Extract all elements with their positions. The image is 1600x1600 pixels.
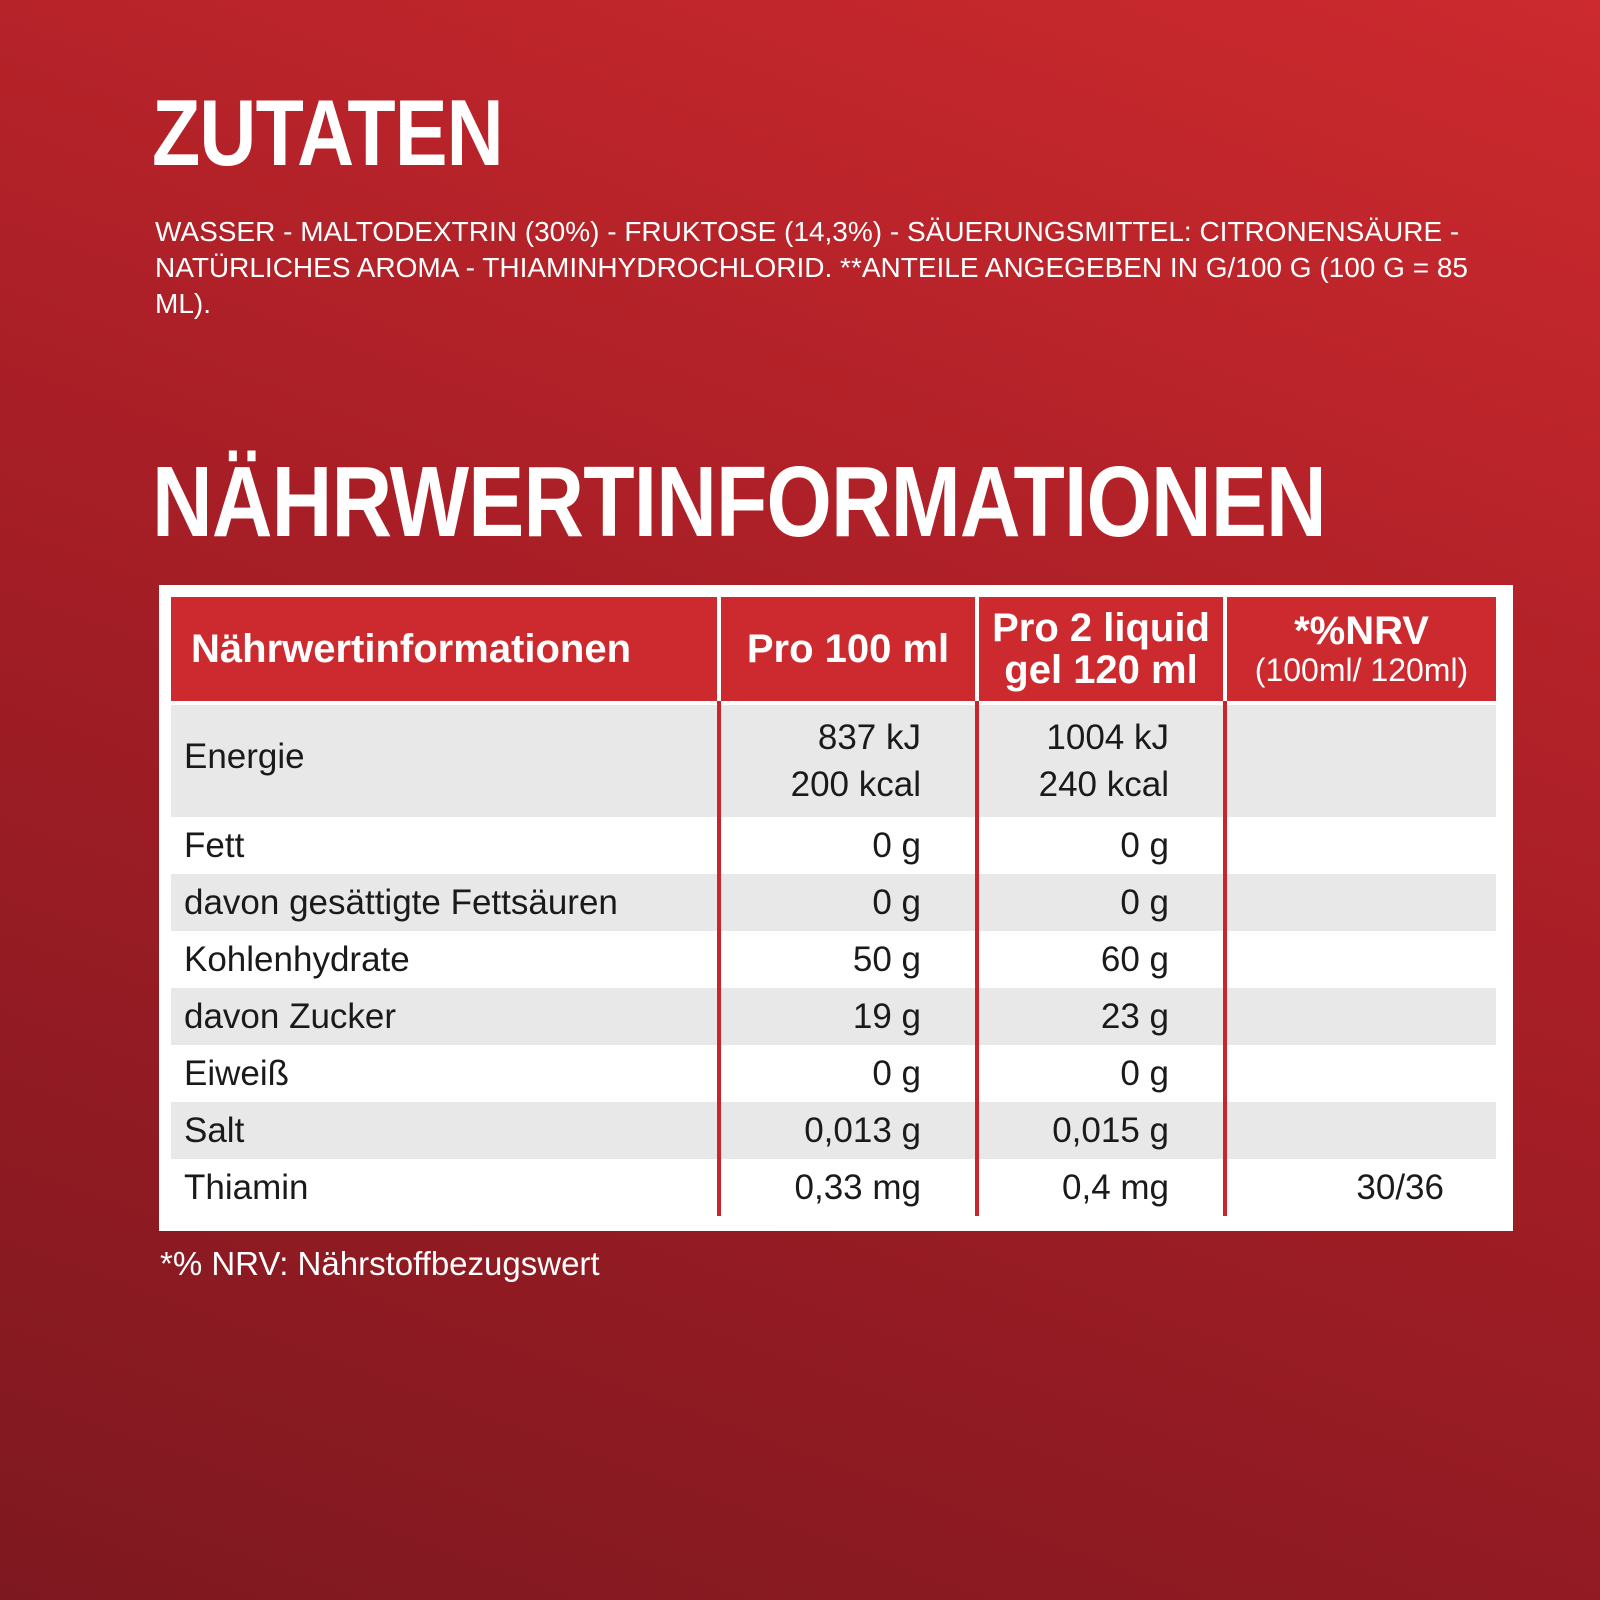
table-row <box>171 874 1496 931</box>
header-per-100ml: Pro 100 ml <box>719 597 977 701</box>
header-nrv <box>1225 597 1496 701</box>
nutrition-table <box>171 597 1496 1216</box>
row-label: davon Zucker <box>171 988 719 1045</box>
table-header-row <box>171 597 1496 701</box>
ingredients-text: WASSER - MALTODEXTRIN (30%) - FRUKTOSE (14,3%) - SÄUERUNGSMITTEL: CITRONENSÄURE - NATÜRLICHES AROMA - THIAMINHYDROCHLORID. **ANTEILE ANGEGEBEN IN G/100 G (100 G = 85 ML). <box>155 216 1468 319</box>
row-label: Energie <box>171 705 719 817</box>
nutrition-title: NÄHRWERTINFORMATIONEN <box>152 446 1326 558</box>
row-label: Eiweiß <box>171 1045 719 1102</box>
table-row <box>171 705 1496 817</box>
row-label: Thiamin <box>171 1159 719 1216</box>
header-label: Nährwertinformationen <box>171 597 719 701</box>
row-per100: 0,013 g <box>719 1102 977 1159</box>
row-nrv <box>1225 1045 1496 1102</box>
row-per100: 0 g <box>719 817 977 874</box>
row-per100: 0 g <box>719 1045 977 1102</box>
row-nrv <box>1225 1102 1496 1159</box>
row-per100: 0,33 mg <box>719 1159 977 1216</box>
row-nrv <box>1225 817 1496 874</box>
energy-kcal-per100: 200 kcal <box>790 765 921 804</box>
header-nrv-sub: (100ml/ 120ml) <box>1254 652 1469 688</box>
row-nrv: 30/36 <box>1225 1159 1496 1216</box>
row-label: Fett <box>171 817 719 874</box>
row-nrv <box>1225 705 1496 817</box>
energy-kj-per100: 837 kJ <box>817 718 921 757</box>
row-per100: 50 g <box>719 931 977 988</box>
energy-kj-serving: 1004 kJ <box>1046 718 1169 757</box>
row-serving: 0 g <box>977 874 1225 931</box>
row-label: Salt <box>171 1102 719 1159</box>
row-serving <box>977 705 1225 817</box>
table-row <box>171 1102 1496 1159</box>
row-serving: 60 g <box>977 931 1225 988</box>
row-per100 <box>719 705 977 817</box>
energy-kcal-serving: 240 kcal <box>1038 765 1169 804</box>
row-nrv <box>1225 988 1496 1045</box>
row-serving: 0,4 mg <box>977 1159 1225 1216</box>
table-row <box>171 931 1496 988</box>
row-serving: 0,015 g <box>977 1102 1225 1159</box>
row-per100: 19 g <box>719 988 977 1045</box>
row-nrv <box>1225 874 1496 931</box>
nrv-footnote: *% NRV: Nährstoffbezugswert <box>160 1245 600 1282</box>
table-row <box>171 1159 1496 1216</box>
table-row <box>171 988 1496 1045</box>
row-nrv <box>1225 931 1496 988</box>
header-per-serving: Pro 2 liquid gel 120 ml <box>977 597 1225 701</box>
row-serving: 0 g <box>977 817 1225 874</box>
table-row <box>171 1045 1496 1102</box>
row-serving: 0 g <box>977 1045 1225 1102</box>
row-per100: 0 g <box>719 874 977 931</box>
row-serving: 23 g <box>977 988 1225 1045</box>
nutrition-table-frame <box>159 585 1513 1231</box>
row-label: davon gesättigte Fettsäuren <box>171 874 719 931</box>
header-nrv-title: *%NRV <box>1294 609 1429 653</box>
table-row <box>171 817 1496 874</box>
ingredients-title: ZUTATEN <box>152 80 503 185</box>
row-label: Kohlenhydrate <box>171 931 719 988</box>
